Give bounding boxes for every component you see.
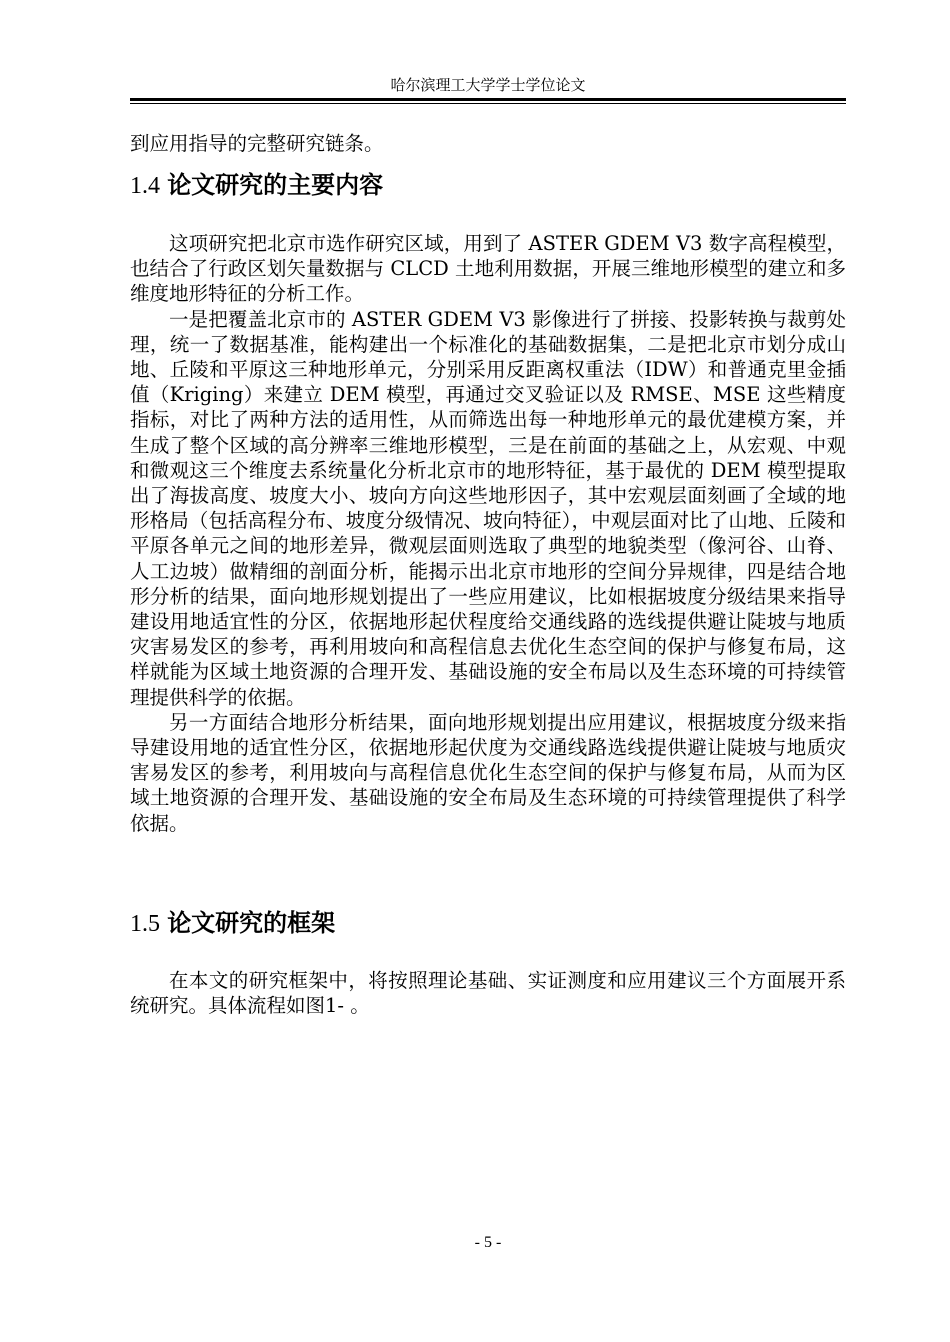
paragraph: 这项研究把北京市选作研究区域，用到了 ASTER GDEM V3 数字高程模型，也结合了行政区划矢量数据与 CLCD 土地利用数据，开展三维地形模型的建立和多维度地形特征的分析工作。: [130, 232, 846, 306]
section-1-4-body: [130, 231, 846, 836]
section-1-5-body: [130, 968, 846, 1018]
header-rule-thin: [130, 103, 846, 104]
header-rule: [130, 98, 846, 101]
section-heading-1-5: [130, 908, 846, 939]
paragraph: 一是把覆盖北京市的 ASTER GDEM V3 影像进行了拼接、投影转换与裁剪处理，统一了数据基准，能构建出一个标准化的基础数据集，二是把北京市划分成山地、丘陵和平原这三种地形单元，分别采用反距离权重法（IDW）和普通克里金插值（Kriging）来建立 DEM 模型，再通过交叉验证以及 RMSE、MSE 这些精度指标，对比了两种方法的适用性，从而筛选出每一种地形单元的最优建模方案，并生成了整个区域的高分辨率三维地形模型，三是在前面的基础之上，从宏观、中观和微观这三个维度去系统量化分析北京市的地形特征，基于最优的 DEM 模型提取出了海拔高度、坡度大小、坡向方向这些地形因子，其中宏观层面刻画了全域的地形格局（包括高程分布、坡度分级情况、坡向特征），中观层面对比了山地、丘陵和平原各单元之间的地形差异，微观层面则选取了典型的地貌类型（像河谷、山脊、人工边坡）做精细的剖面分析，能揭示出北京市地形的空间分异规律，四是结合地形分析的结果，面向地形规划提出了一些应用建议，比如根据坡度分级结果来指导建设用地适宜性的分区，依据地形起伏程度给交通线路的选线提供避让陡坡与地质灾害易发区的参考，再利用坡向和高程信息去优化生态空间的保护与修复布局，这样就能为区域土地资源的合理开发、基础设施的安全布局以及生态环境的可持续管理提供科学的依据。: [130, 307, 846, 709]
section-title: 论文研究的框架: [167, 909, 336, 937]
section-title: 论文研究的主要内容: [167, 171, 384, 199]
paragraph: 另一方面结合地形分析结果，面向地形规划提出应用建议，根据坡度分级来指导建设用地的适宜性分区，依据地形起伏度为交通线路选线提供避让陡坡与地质灾害易发区的参考，利用坡向与高程信息优化生态空间的保护与修复布局，从而为区域土地资源的合理开发、基础设施的安全布局及生态环境的可持续管理提供了科学依据。: [130, 710, 846, 835]
page-number: - 5 -: [474, 1234, 502, 1251]
section-heading-1-4: [130, 170, 846, 201]
continuation-paragraph: 到应用指导的完整研究链条。: [130, 132, 384, 155]
running-header: 哈尔滨理工大学学士学位论文: [390, 76, 586, 94]
paragraph: 在本文的研究框架中，将按照理论基础、实证测度和应用建议三个方面展开系统研究。具体流程如图1- 。: [130, 969, 846, 1018]
continuation-text-block: [130, 131, 846, 156]
section-number: 1.5: [130, 911, 160, 937]
section-number: 1.4: [130, 173, 160, 199]
